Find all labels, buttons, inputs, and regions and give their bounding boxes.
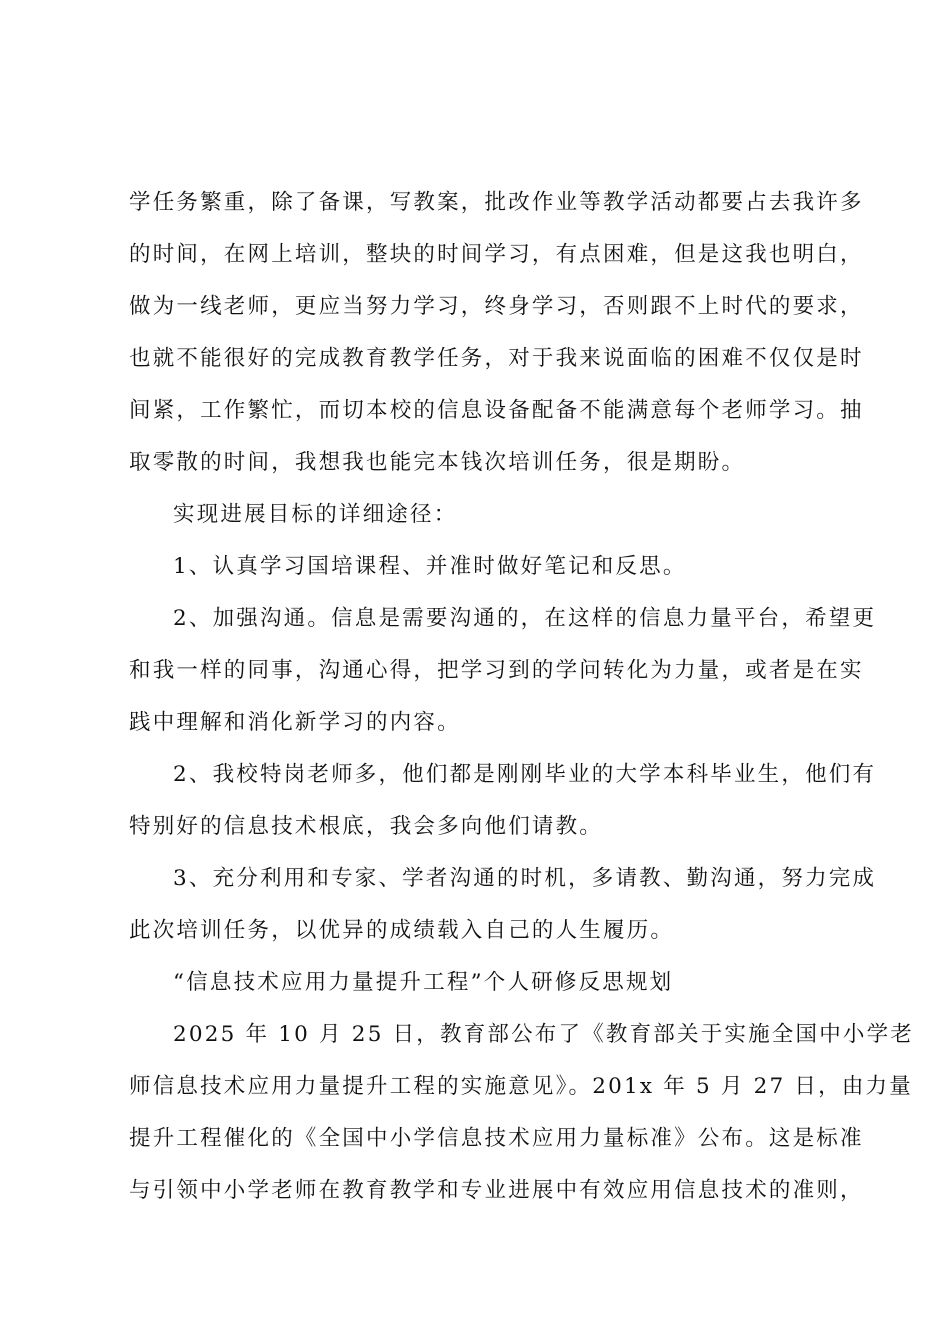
text-line: 与引领中小学老师在教育教学和专业进展中有效应用信息技术的准则，: [129, 1178, 864, 1203]
text-line: 取零散的时间，我想我也能完本钱次培训任务，很是期盼。: [129, 450, 746, 475]
text-line: 间紧，工作繁忙，而切本校的信息设备配备不能满意每个老师学习。抽: [129, 398, 864, 423]
text-line: 3、充分利用和专家、学者沟通的时机，多请教、勤沟通，努力完成: [173, 866, 877, 891]
text-line: 2、加强沟通。信息是需要沟通的，在这样的信息力量平台，希望更: [173, 606, 877, 631]
text-line: 和我一样的同事，沟通心得，把学习到的学问转化为力量，或者是在实: [129, 658, 864, 683]
document-body: [129, 177, 915, 1217]
text-line: 学任务繁重，除了备课，写教案，批改作业等教学活动都要占去我许多: [129, 190, 864, 215]
text-line: 践中理解和消化新学习的内容。: [129, 710, 461, 735]
text-line: 也就不能很好的完成教育教学任务，对于我来说面临的困难不仅仅是时: [129, 346, 864, 371]
text-line: 师信息技术应用力量提升工程的实施意见》。201x 年 5 月 27 日，由力量: [129, 1074, 913, 1099]
section-heading: 实现进展目标的详细途径：: [173, 502, 458, 527]
text-line: 2025 年 10 月 25 日，教育部公布了《教育部关于实施全国中小学老: [173, 1022, 915, 1047]
text-line: 2、我校特岗老师多，他们都是刚刚毕业的大学本科毕业生，他们有: [173, 762, 877, 787]
text-line: 此次培训任务，以优异的成绩载入自己的人生履历。: [129, 918, 675, 943]
text-line: 做为一线老师，更应当努力学习，终身学习，否则跟不上时代的要求，: [129, 294, 864, 319]
text-line: 的时间，在网上培训，整块的时间学习，有点困难，但是这我也明白，: [129, 242, 864, 267]
text-line: 1、认真学习国培课程、并准时做好笔记和反思。: [173, 554, 687, 579]
text-line: 特别好的信息技术根底，我会多向他们请教。: [129, 814, 604, 839]
document-title: “信息技术应用力量提升工程”个人研修反思规划: [173, 970, 674, 995]
text-line: 提升工程催化的《全国中小学信息技术应用力量标准》公布。这是标准: [129, 1126, 864, 1151]
